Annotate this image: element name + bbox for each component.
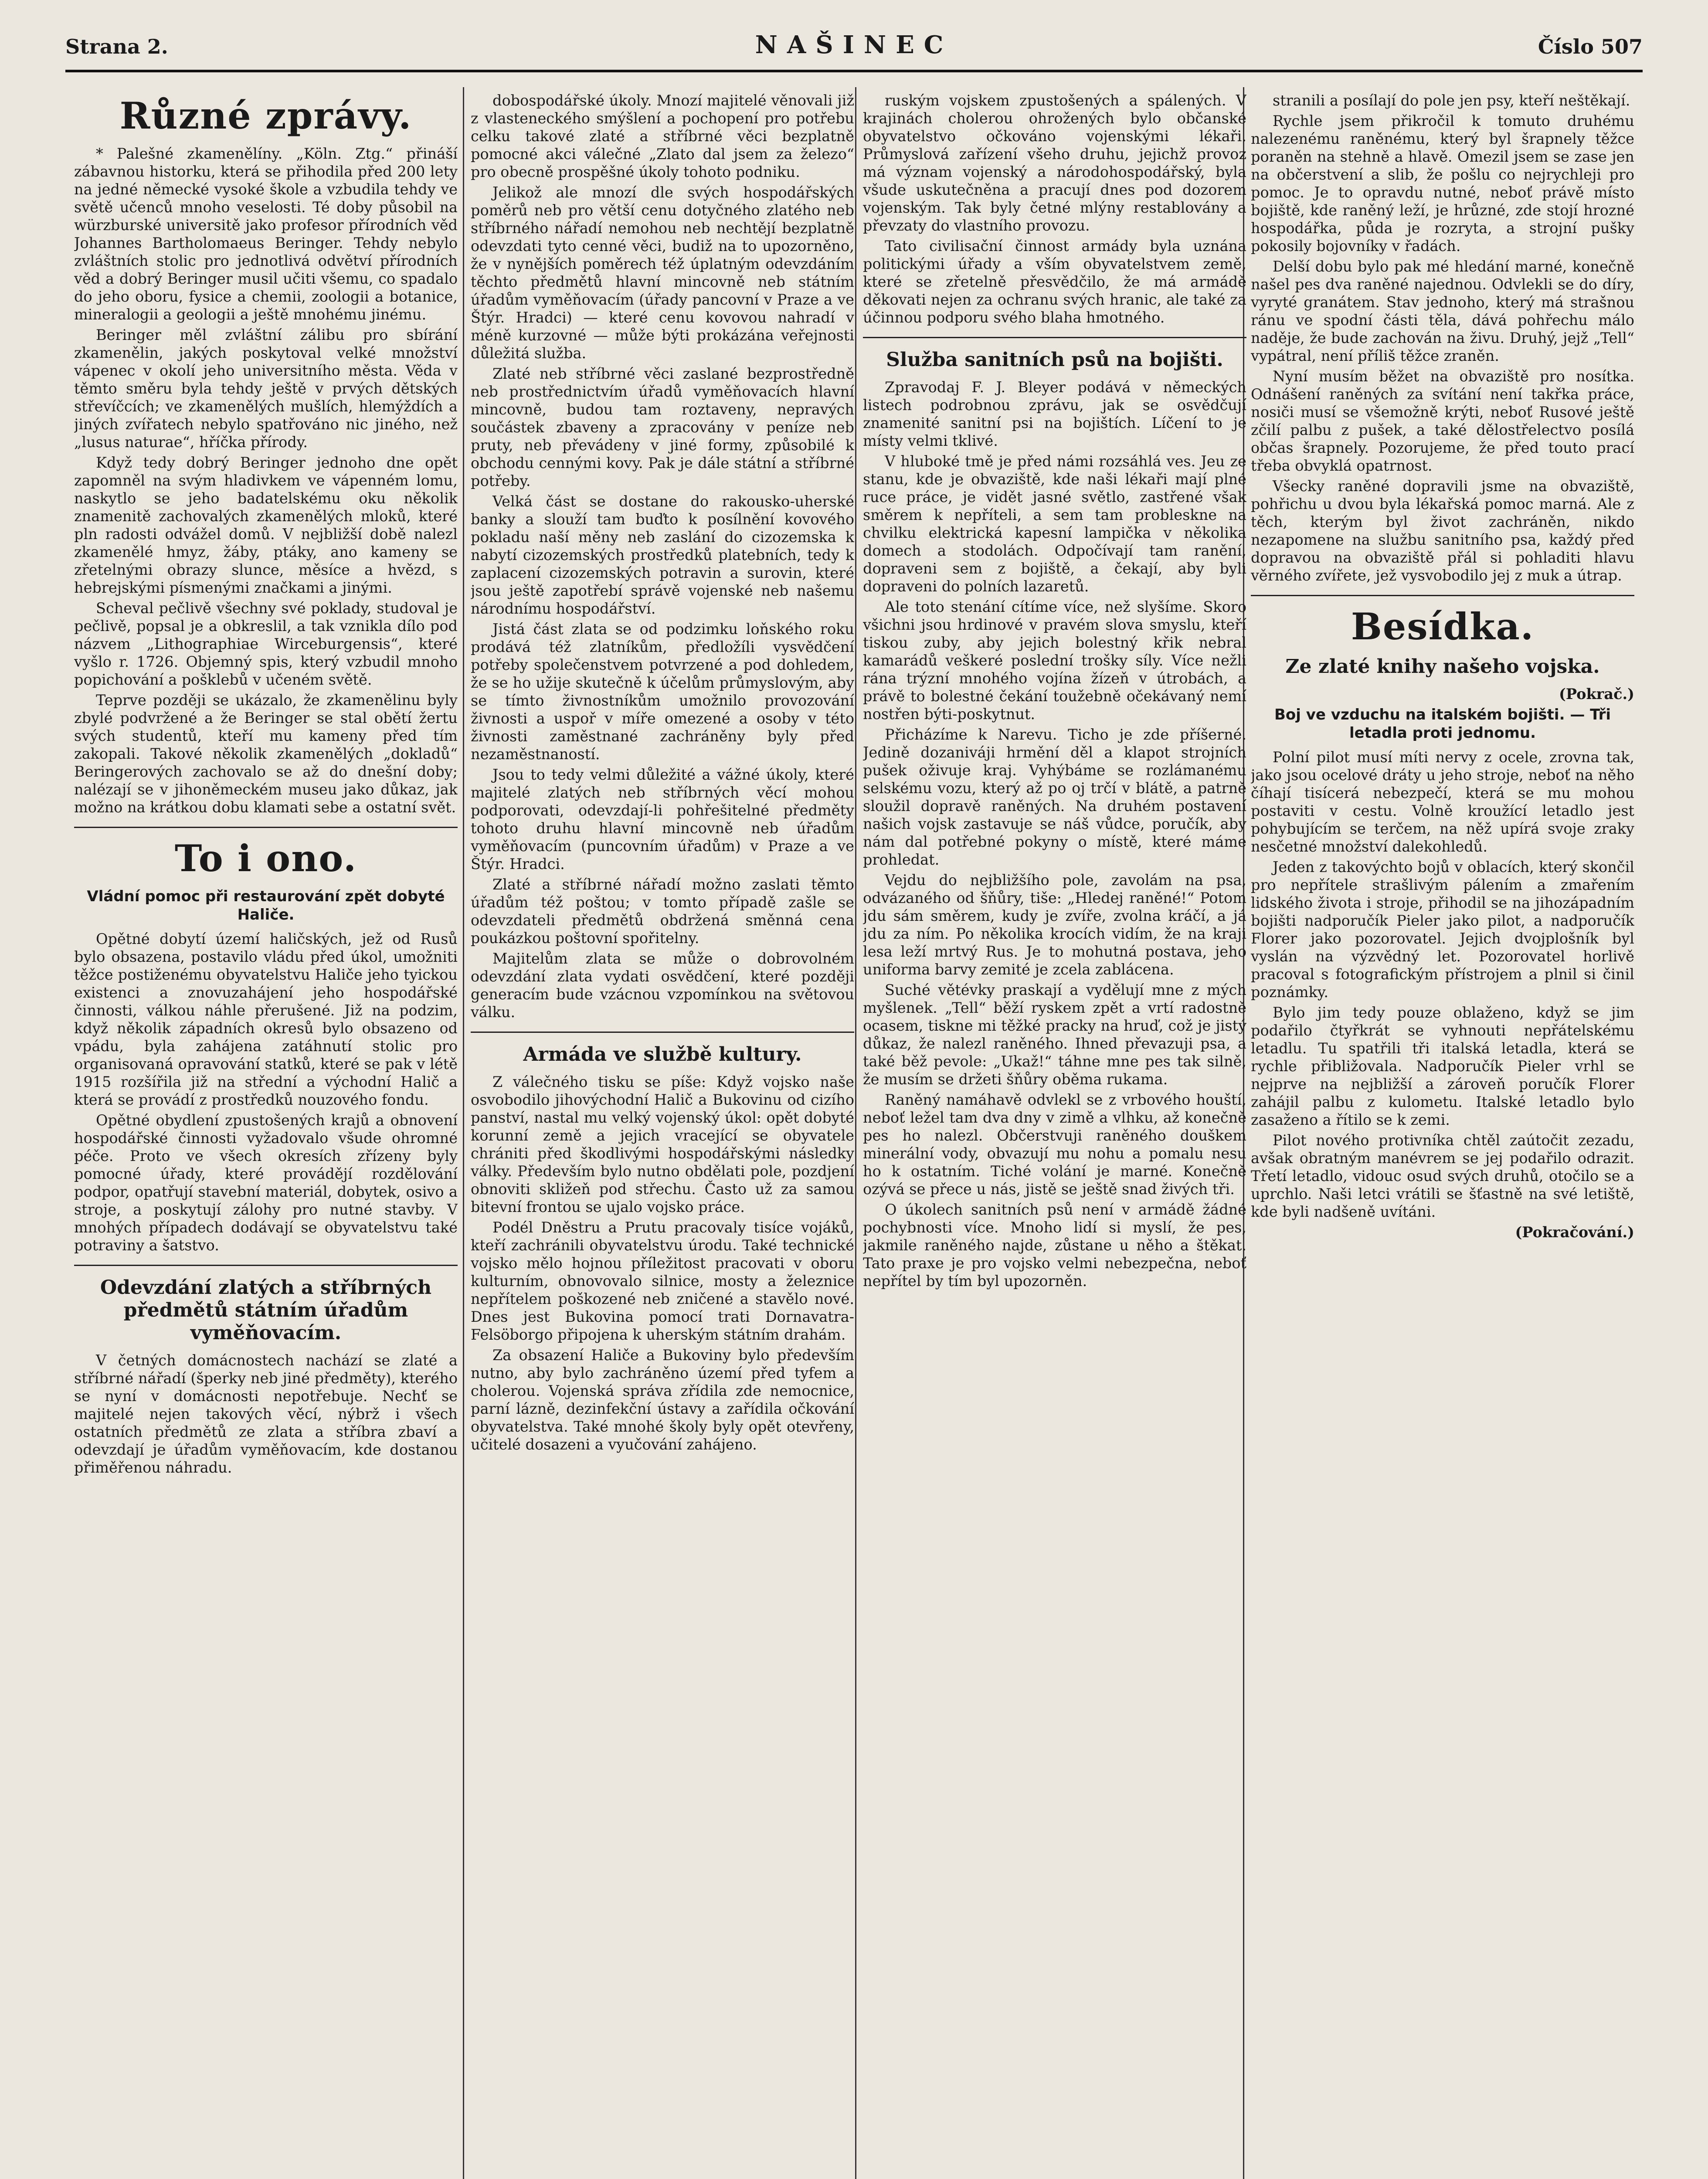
article-subtitle: Vládní pomoc při restaurování zpět dobyté Haliče.	[87, 888, 445, 923]
article-paragraph: Jelikož ale mnozí dle svých hospodářských poměrů neb pro větší cenu dotyčného zlatého neb stříbrného nářadí nemohou neb nechtějí bezplatně odevzdati tyto cenné věci, budiž na to upozorněno, že v nynějších poměrech též úplatným odevzdáním těchto předmětů hlavní mincovně neb státním úřadům vyměňovacím (úřady pancovní v Praze a ve Štýr. Hradci) — které cenu kovovou nahradí v méně kurzovné — může býti prokázána veřejnosti důležitá služba.	[471, 184, 854, 362]
article-paragraph: Všecky raněné dopravili jsme na obvaziště, pohřichu u dvou byla lékařská pomoc marná. Ale z těch, kterým byl život zachráněn, nikdo nezapomene na službu sanitního psa, každý před dopravou na obvaziště přál si pohladiti hlavu věrného zvířete, jež vysvobodilo jej z muk a útrap.	[1251, 478, 1634, 584]
section-divider	[863, 337, 1246, 338]
section-title-to-i-ono: To i ono.	[174, 837, 357, 880]
section-divider	[74, 1265, 458, 1266]
article-subtitle: Boj ve vzduchu na italském bojišti. — Tři letadla proti jednomu.	[1274, 706, 1611, 742]
section-title-besidka: Besídka.	[1351, 605, 1535, 648]
article-paragraph: * Palešné zkamenělíny. „Köln. Ztg.“ přináší zábavnou historku, která se přihodila před 200 lety na jedné německé vysoké škole a vzbudila tehdy ve světě učenců mnoho veselosti. Té doby působil na würzburské universitě jako profesor přírodních věd Johannes Bartholomaeus Beringer. Tehdy nebylo zvláštních stolic pro jednotlivá odvětví přírodních věd a dobrý Beringer musil učiti všemu, co spadalo do jeho oboru, fysice a chemii, zoologii a botanice, mineralogii a geologii a ještě mnohému jinému.	[74, 145, 458, 323]
article-paragraph: Opětné obydlení zpustošených krajů a obnovení hospodářské činnosti vyžadovalo všude ohromné péče. Proto ve všech okresích zřízeny byly pomocné úřady, které provádějí rozdělování podpor, opatřují stavební materiál, dobytek, osivo a stroje, a poskytují zálohy pro nutné stavby. V mnohých případech dodávají se obyvatelstvu také potraviny a šatstvo.	[74, 1112, 458, 1254]
article-paragraph: Zpravodaj F. J. Bleyer podává v německých listech podrobnou zprávu, jak se osvědčují znamenité sanitní psi na bojištích. Líčení to je místy velmi tklivé.	[863, 379, 1246, 449]
article-paragraph: Přicházíme k Narevu. Ticho je zde příšerné. Jedině dozaniváji hrmění děl a klapot strojních pušek oživuje kraj. Vyhýbáme se rozlámanému selskému vozu, který až po oj trčí v blátě, a patrně sloužil dopravě raněných. Na druhém postavení našich vojsk zastavuje se náš vůdce, poručík, aby nám dal potřebné pokyny o místě, které máme prohledat.	[863, 726, 1246, 868]
page-header	[65, 26, 1643, 65]
article-paragraph: Raněný namáhavě odvlekl se z vrbového houští, neboť ležel tam dva dny v zimě a vlhku, až konečně pes ho nalezl. Občerstvuji raněného douškem minerální vody, obvazují mu nohu a pomalu nesu ho k ostatním. Tiché volání je marné. Konečně ozývá se přece u nás, jistě se ještě snad živých tři.	[863, 1091, 1246, 1198]
article-paragraph: Z válečného tisku se píše: Když vojsko naše osvobodilo jihovýchodní Halič a Bukovinu od cizího panství, nastal mu velký vojenský úkol: opět dobyté korunní země a jejich vracející se obyvatele chrániti před škodlivými hospodářskými následky války. Především bylo nutno obdělati pole, pozdjení obnoviti skližeň pod střechu. Často už za samou bitevní frontou se ujalo vojsko práce.	[471, 1073, 854, 1215]
article-paragraph: stranili a posílají do pole jen psy, kteří neštěkají.	[1273, 92, 1630, 109]
article-title-sanitni-psi: Služba sanitních psů na bojišti.	[886, 349, 1223, 371]
article-paragraph: ruským vojskem zpustošených a spálených. V krajinách cholerou ohrožených bylo občanské obyvatelstvo očkováno vojenskými lékaři. Průmyslová zařízení všeho druhu, jejichž provoz má význam vojenský a národohospodářský, byla všude uskutečněna a pracují dnes pod dozorem vojenským. Tak byly četné mlýny restablovány a převzaty do vlastního provozu.	[863, 92, 1246, 234]
article-title-armada: Armáda ve službě kultury.	[523, 1043, 802, 1066]
article-paragraph: Delší dobu bylo pak mé hledání marné, konečně našel pes dva raněné najednou. Odvlekli se do díry, vyryté granátem. Stav jednoho, který má strašnou ránu ve spodní části těla, dává pohřechu málo naděje, že bude zachován na živu. Druhý, jejž „Tell“ vypátral, není příliš těžce zraněn.	[1251, 258, 1634, 364]
article-paragraph: Suché větévky praskají a vydělují mne z mých myšlenek. „Tell“ běží ryskem zpět a vrtí radostně ocasem, tiskne mi těžké pracky na hruď, což je jistý důkaz, že nalezl raněného. Ihned převazuji psa, a také běž pevole: „Ukaž!“ táhne mne pes tak silně, že musím se držeti šňůry oběma rukama.	[863, 981, 1246, 1088]
column-divider	[855, 87, 856, 2179]
article-paragraph: Podél Dněstru a Prutu pracovaly tisíce vojáků, kteří zachránili obyvatelstvu úrodu. Také technické vojsko mělo hojnou příležitost pracovati v oboru kulturním, obnovovalo silnice, mosty a železnice nepřítelem poškozené neb zničené a stavělo nové. Dnes jest Bukovina pomocí trati Dornavatra-Felsöborgo připojena k uherským státním drahám.	[471, 1219, 854, 1343]
article-paragraph: V četných domácnostech nachází se zlaté a stříbrné nářadí (šperky neb jiné předměty), kterého se nyní v domácnosti nepotřebuje. Nechť se majitelé nejen takových věcí, nýbrž i všech ostatních předmětů ze zlata a stříbra zbaví a odevzdají je úřadům vyměňovacím, kde dostanou přiměřenou náhradu.	[74, 1352, 458, 1476]
article-paragraph: Za obsazení Haliče a Bukoviny bylo především nutno, aby bylo zachráněno území před tyfem a cholerou. Vojenská správa zřídila zde nemocnice, parní lázně, dezinfekční ústavy a zařídila očkování obyvatelstva. Také mnohé školy byly opět otevřeny, učitelé dosazeni a vyučování zahájeno.	[471, 1347, 854, 1453]
article-title-odevzdani-zlata: Odevzdání zlatých a stříbrných předmětů státním úřadům vyměňovacím.	[100, 1276, 432, 1344]
article-paragraph: Jsou to tedy velmi důležité a vážné úkoly, které majitelé zlatých neb stříbrných věcí mohou podporovati, odevzdají-li pohřešitelné předměty tohoto druhu hlavní mincovně neb úřadům vyměňovacím (puncovním úřadům) v Praze a ve Štýr. Hradci.	[471, 766, 854, 872]
column-1	[74, 92, 458, 2179]
article-paragraph: Ale toto stenání cítíme více, než slyšíme. Skoro všichni jsou hrdinové v pravém slova smyslu, kteří tiskou zuby, aby jejich bolestný křik nebral kamarádů veškeré poslední trošky síly. Více nežli rána trýzní mnohého vojína žízeň v útrobách, a právě to bolestné čekání toužebně očekávaný nemí nostřen býti-poskytnut.	[863, 598, 1246, 723]
article-paragraph: Jistá část zlata se od podzimku loňského roku prodává též zlatníkům, předložíli vysvědčení potřeby společenstvem potvrzené a pod dohledem, že se ho užije skutečně k účelům průmyslovým, aby se tímto živnostníkům umožnilo provozování živnosti a uspoř v míře omezené a osoby v této živnosti zaměstnané zachráněny byly před nezaměstnaností.	[471, 621, 854, 763]
article-paragraph: Bylo jim tedy pouze oblaženo, když se jim podařilo čtyřkrát se vyhnouti nepřátelskému letadlu. Tu spatřili tři italská letadla, která se rychle přibližovala. Nadporučík Pieler vrhl se nejprve na nejbližší a zároveň poručík Florer zahájil palbu z kulometu. Italské letadlo bylo zasaženo a řítilo se k zemi.	[1251, 1004, 1634, 1128]
article-paragraph: V hluboké tmě je před námi rozsáhlá ves. Jeu ze stanu, kde je obvaziště, kde naši lékaři mají plné ruce práce, je vidět jasné světlo, zastřené však směrem k nepříteli, a sem tam probleskne na chvilku elektrická kapesní lampička v několika domech a stodolách. Odpočívají tam ranění, dopraveni sem z bojiště, a čekají, aby byli dopraveni do polních lazaretů.	[863, 453, 1246, 595]
page-number: Strana 2.	[65, 35, 168, 58]
article-paragraph: Teprve později se ukázalo, že zkamenělinu byly zbylé podvržené a že Beringer se stal obětí žertu svých studentů, kteří mu kameny před tím zakopali. Takové několik zkamenělých „dokladů“ Beringerových zachovalo se až do dnešní doby; nalézají se v jihoněmeckém museu jako důkaz, jak možno na krátkou dobu klamati sebe a ostatní svět.	[74, 692, 458, 816]
article-paragraph: Zlaté neb stříbrné věci zaslané bezprostředně neb prostřednictvím úřadů vyměňovacích hlavní mincovně, budou tam roztaveny, nepravých součástek zbaveny a zpracovány v peníze neb pruty, neb převádeny v jiné formy, způsobilé k obchodu cennými kovy. Pak je dále státní a stříbrné potřeby.	[471, 365, 854, 489]
article-paragraph: Pilot nového protivníka chtěl zaútočit zezadu, avšak obratným manévrem se jej podařilo odrazit. Třetí letadlo, vidouc osud svých druhů, otočilo se a uprchlo. Naši letci vrátili se šťastně na své letiště, kde byli nadšeně uvítáni.	[1251, 1132, 1634, 1220]
article-paragraph: Beringer měl zvláštní zálibu pro sbírání zkamenělin, jakých poskytoval velké množství vápenec v okolí jeho universitního města. Věda v těmto směru byla tehdy ještě v prvých dětských střevíčcích; ve zkamenělých mušlích, hlemýždích a jiných zvířatech nebylo spatřováno nic jiného, než „lusus naturae“, hříčka přírody.	[74, 326, 458, 451]
article-paragraph: O úkolech sanitních psů není v armádě žádné pochybnosti více. Mnoho lidí si myslí, že pes, jakmile raněného najde, zůstane u něho a štěkat. Tato praxe je pro vojsko velmi nebezpečna, neboť nepřítel by tím byl upozorněn.	[863, 1201, 1246, 1290]
section-title-ruzne-zpravy: Různé zprávy.	[119, 94, 412, 137]
article-paragraph: Tato civilisační činnost armády byla uznána politickými úřady a vším obyvatelstvem země, které se zřetelně přesvědčilo, že má armádě děkovati nejen za ochranu svých hranic, ale také za účinnou podporu svého blaha hmotného.	[863, 238, 1246, 326]
section-divider	[1251, 595, 1634, 596]
header-rule	[65, 70, 1643, 72]
article-paragraph: Rychle jsem přikročil k tomuto druhému nalezenému raněnému, který byl šrapnely těžce poraněn na stehně a hlavě. Omezil jsem se zase jen na občerstvení a slib, že pošlu co nejrychleji pro pomoc. Je to opravdu nutné, neboť právě místo bojiště, kde raněný leží, je hrůzné, zde stojí hrozné hospodářka, půda je rozryta, a strojní pušky pokosily bojovníky v řadách.	[1251, 112, 1634, 255]
section-divider	[471, 1032, 854, 1033]
article-paragraph: Polní pilot musí míti nervy z ocele, zrovna tak, jako jsou ocelové dráty u jeho stroje, neboť na něho číhají tisícerá nebezpečí, která se mu mohou postaviti v cestu. Volně kroužící letadlo jest pohybujícím se terčem, na něž upírá svoje zraky nesčetné množství dalekohledů.	[1251, 749, 1634, 855]
column-2	[471, 92, 854, 2179]
article-paragraph: Zlaté a stříbrné nářadí možno zaslati těmto úřadům též poštou; v tomto případě zašle se odevzdateli předmětů obdržená směnná cena poukázkou poštovní spořitelny.	[471, 876, 854, 947]
column-divider	[463, 87, 464, 2179]
article-paragraph: Vejdu do nejbližšího pole, zavolám na psa, odvázaného od šňůry, tiše: „Hledej raněné!“ Potom jdu sám směrem, kudy je zvíře, zvolna kráčí, a já jdu za ním. Po několika krocích vidím, že na kraji lesa leží mrtvý Rus. Je to mohutná postava, jeho uniforma barvy zemité je zcela zablácena.	[863, 872, 1246, 978]
section-divider	[74, 827, 458, 828]
article-paragraph: Opětné dobytí území haličských, jež od Rusů bylo obsazena, postavilo vládu před úkol, umožniti těžce postiženému obyvatelstvu Haliče jeho tyickou existenci a znovuzahájení jeho hospodářské činnosti, válkou náhle přerušené. Již na podzim, když několik západních okresů bylo obsazeno od vpádu, byla zahájena zatáhnutí stolic pro organisovaná opravování statků, které se pak v létě 1915 rozšířila již na střední a východní Halič a která se provádí z prostředků nouzového fondu.	[74, 930, 458, 1108]
article-paragraph: Nyní musím běžet na obvaziště pro nosítka. Odnášení raněných za svítání není takřka práce, nosiči musí se všemožně krýti, neboť Rusové ještě zčilí palbu z pušek, a také dělostřelectvo posílá občas šrapnely. Pozorujeme, že před touto prací třeba obvyklá opatrnost.	[1251, 368, 1634, 474]
article-paragraph: Když tedy dobrý Beringer jednoho dne opět zapomněl na svým hladivkem ve vápenném lomu, naskytlo se jeho badatelskému oku několik znamenitě zachovalých zkamenělých mloků, které pln radosti odvážel domů. V nejbližší době nalezl zkamenělé hmyz, žáby, ptáky, ano kameny se zřetelnými obrazy slunce, měsíce a hvězd, s hebrejskými písmenými značkami a jinými.	[74, 454, 458, 596]
issue-number: Číslo 507	[1538, 35, 1643, 58]
column-3	[863, 92, 1246, 2179]
column-4	[1251, 92, 1634, 2179]
to-be-continued: (Pokračování.)	[1515, 1224, 1634, 1241]
article-paragraph: Jeden z takovýchto bojů v oblacích, který skončil pro nepřítele strašlivým pálením a zmařením lidského života i stroje, přihodil se na jihozápadním bojišti nadporučík Pieler jako pilot, a nadporučík Florer jako pozorovatel. Jejich dvojplošník byl vyslán na výzvědný let. Pozorovatel horlivě pracoval s fotografickým přístrojem a plnil si činil poznámky.	[1251, 859, 1634, 1001]
article-paragraph: Majitelům zlata se může o dobrovolném odevzdání zlata vydati osvědčení, které později generacím bude vzácnou vzpomínkou na světovou válku.	[471, 950, 854, 1021]
article-title-zlata-kniha: Ze zlaté knihy našeho vojska.	[1285, 655, 1600, 678]
masthead: NAŠINEC	[755, 31, 953, 59]
article-paragraph: Velká část se dostane do rakousko-uherské banky a slouží tam buďto k posílnění kovového pokladu naší měny neb zaslání do cizozemska k nabytí cizozemských prostředků platebních, tedy k zaplacení cizozemských potravin a surovin, které jsou ještě zapotřebí správě vojenské neb našemu národnímu hospodářství.	[471, 493, 854, 617]
article-paragraph: Scheval pečlivě všechny své poklady, studoval je pečlivě, popsal je a obkreslil, a tak vznikla dílo pod názvem „Lithographiae Wirceburgensis“, které vyšlo r. 1726. Objemný spis, který vzbudil mnoho popichování a pošklebů v učeném světě.	[74, 600, 458, 688]
article-paragraph: dobospodářské úkoly. Mnozí majitelé věnovali již z vlasteneckého smýšlení a pochopení pro potřebu celku takové zlaté a stříbrné věci bezplatně pomocné akci válečné „Zlato dal jsem za železo“ pro obecně prospěšné úkoly tohoto podniku.	[471, 92, 854, 180]
continuation-mark: (Pokrač.)	[1559, 686, 1634, 703]
